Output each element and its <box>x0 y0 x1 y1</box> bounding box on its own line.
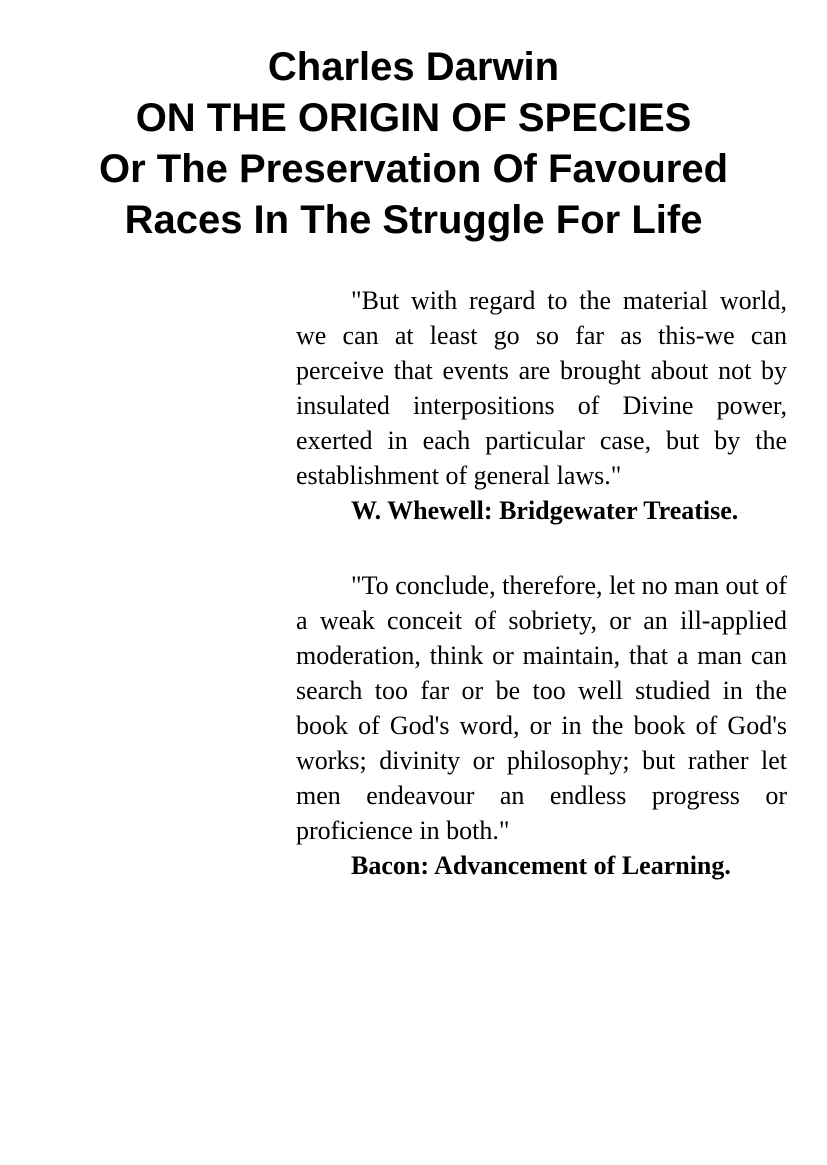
epigraph-attribution-whewell: W. Whewell: Bridgewater Treatise. <box>351 496 739 525</box>
epigraph-quote-whewell: "But with regard to the material world, we can at least go so far as this-we can perceive that events are brought about not by insulated interpositions of Divine power, exerted in each particular case, but by the establishment of general laws." <box>296 286 787 490</box>
subtitle-line-1: Or The Preservation Of Favoured <box>98 147 729 191</box>
epigraphs-section <box>296 283 787 883</box>
epigraph-spacer <box>296 528 787 568</box>
subtitle-line-2: Races In The Struggle For Life <box>124 198 703 242</box>
book-title-block <box>0 42 827 246</box>
author-name: Charles Darwin <box>267 45 560 89</box>
epigraph-attribution-bacon: Bacon: Advancement of Learning. <box>351 851 731 880</box>
epigraph-quote-bacon: "To conclude, therefore, let no man out of a weak conceit of sobriety, or an ill-applied moderation, think or maintain, that a man can search too far or be too well studied in the book of God's word, or in the book of God's works; divinity or philosophy; but rather let men endeavour an endless progress or proficience in both." <box>296 571 787 845</box>
main-title: ON THE ORIGIN OF SPECIES <box>135 96 692 140</box>
